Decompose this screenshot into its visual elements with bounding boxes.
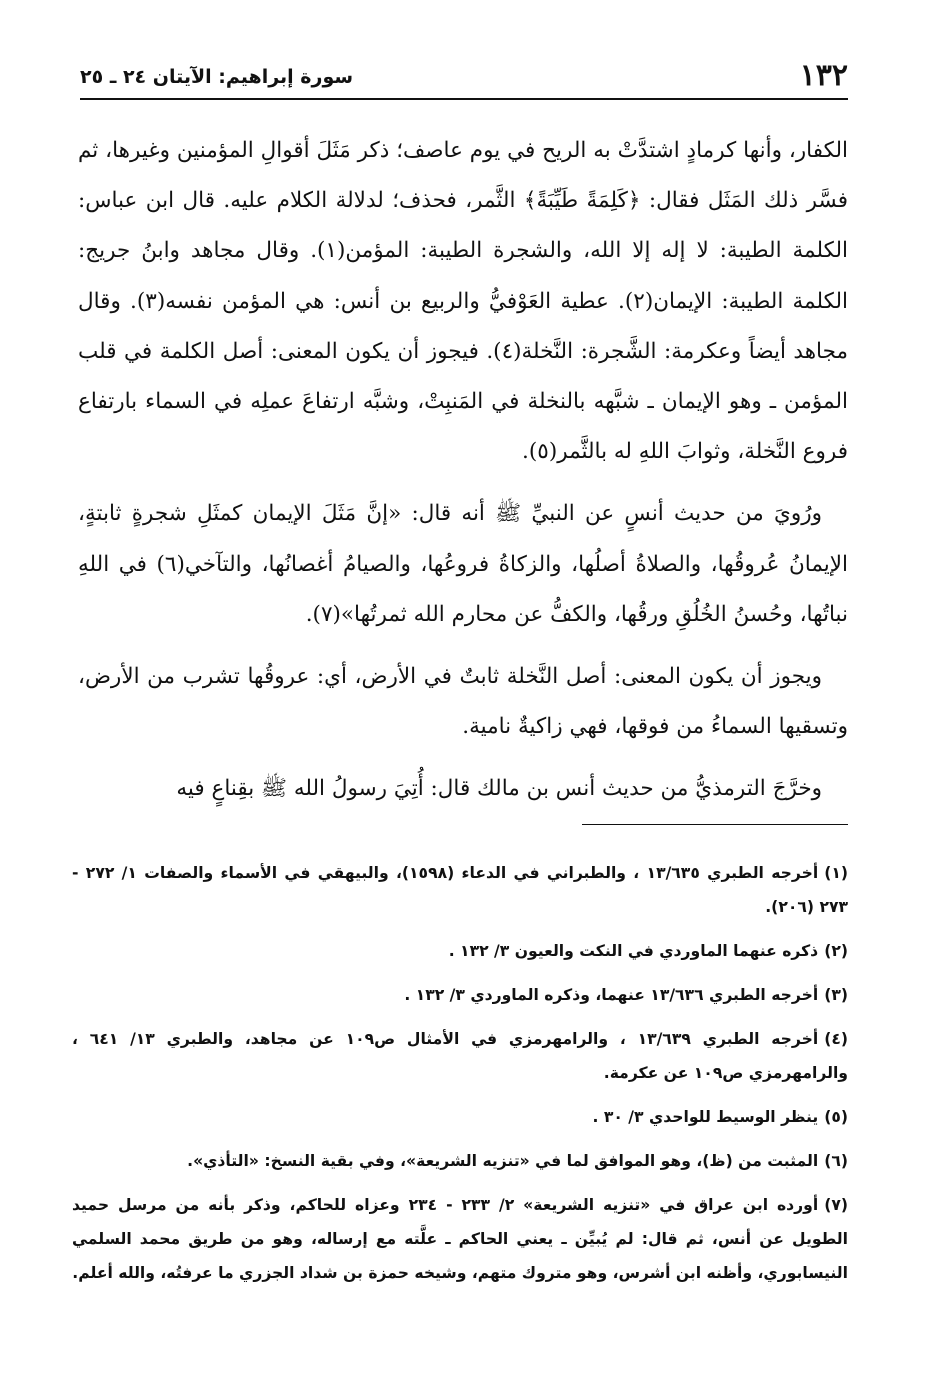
- footnote-number: (١): [824, 864, 849, 882]
- footnote-text: ينظر الوسيط للواحدي ٣/ ٣٠ .: [592, 1108, 819, 1126]
- footnote-5: [72, 1100, 848, 1134]
- paragraph-1: الكفار، وأنها كرمادٍ اشتدَّتْ به الريح في يوم عاصف؛ ذكر مَثَلَ أقوالِ المؤمنين وغيرها، ثم فسَّر ذلك المَثَل فقال: ﴿كَلِمَةً طَيِّبَةً﴾ الثَّمر، فحذف؛ لدلالة الكلام عليه. قال ابن عباس: الكلمة الطيبة: لا إله إلا الله، والشجرة الطيبة: المؤمن(١). وقال مجاهد وابنُ جريج: الكلمة الطيبة: الإيمان(٢). عطية العَوْفيُّ والربيع بن أنس: هي المؤمن نفسه(٣). وقال مجاهد أيضاً وعكرمة: الشَّجرة: النَّخلة(٤). فيجوز أن يكون المعنى: أصل الكلمة في قلب المؤمن ـ وهو الإيمان ـ شبَّهه بالنخلة في المَنبِتْ، وشبَّه ارتفاعَ عملِه في السماء بارتفاع فروع النَّخلة، وثوابَ اللهِ له بالثَّمر(٥).: [78, 138, 848, 465]
- page-number: ١٣٢: [799, 58, 848, 93]
- footnote-number: (٢): [824, 942, 848, 960]
- footnote-7: [72, 1188, 848, 1290]
- footnote-3: [72, 978, 848, 1012]
- footnote-6: [72, 1144, 848, 1178]
- footnote-text: أخرجه الطبري ١٣/٦٣٦ عنهما، وذكره الماوردي ٣/ ١٣٢ .: [404, 986, 819, 1004]
- footnote-number: (٧): [824, 1196, 849, 1214]
- paragraph-4: وخرَّجَ الترمذيُّ من حديث أنس بن مالك قال: أُتِيَ رسولُ الله ﷺ بقِناعٍ فيه: [176, 776, 822, 802]
- main-text: [78, 126, 848, 815]
- footnote-text: المثبت من (ظ)، وهو الموافق لما في «تنزيه الشريعة»، وفي بقية النسخ: «التأذي».: [187, 1152, 819, 1170]
- footnote-text: أخرجه الطبري ١٣/٦٣٥ ، والطبراني في الدعاء (١٥٩٨)، والبيهقي في الأسماء والصفات ١/ ٢٧٢ - ٢٧٣ (٢٠٦).: [72, 864, 848, 916]
- footnote-number: (٤): [824, 1030, 848, 1048]
- footnote-text: أورده ابن عراق في «تنزيه الشريعة» ٢/ ٢٣٣ - ٢٣٤ وعزاه للحاكم، وذكر بأنه من مرسل حميد الطويل عن أنس، ثم قال: لم يُبيِّن ـ يعني الحاكم ـ علَّته مع إرساله، وهو من طريق محمد السلمي النيسابوري، وأظنه ابن أشرس، وهو متروك متهم، وشيخه حمزة بن شداد الجزري ما عرفتُه، والله أعلم.: [72, 1196, 848, 1282]
- footnote-separator: [582, 824, 848, 825]
- footnotes: [72, 856, 848, 1300]
- footnote-1: [72, 856, 848, 924]
- footnote-4: [72, 1022, 848, 1090]
- paragraph-3: ويجوز أن يكون المعنى: أصل النَّخلة ثابتٌ في الأرض، أي: عروقُها تشرب من الأرض، وتسقيها السماءُ من فوقها، فهي زاكيةٌ نامية.: [78, 664, 848, 740]
- running-header: [80, 58, 848, 94]
- footnote-number: (٦): [824, 1152, 848, 1170]
- footnote-2: [72, 934, 848, 968]
- paragraph-2: ورُويَ من حديث أنسٍ عن النبيِّ ﷺ أنه قال: «إنَّ مَثَلَ الإيمان كمثَلِ شجرةٍ ثابتةٍ، الإيمانُ عُروقُها، والصلاةُ أصلُها، والزكاةُ فروعُها، والصيامُ أغصانُها، والتآخي(٦) في اللهِ نباتُها، وحُسنُ الخُلُقِ ورقُها، والكفُّ عن محارم الله ثمرتُها»(٧).: [78, 501, 848, 627]
- header-rule: [80, 98, 848, 100]
- running-title: سورة إبراهيم: الآيتان ٢٤ ـ ٢٥: [80, 66, 354, 88]
- footnote-text: أخرجه الطبري ١٣/٦٣٩ ، والرامهرمزي في الأمثال ص١٠٩ عن مجاهد، والطبري ١٣/ ٦٤١ ، والرامهرمزي ص١٠٩ عن عكرمة.: [72, 1030, 848, 1082]
- footnote-number: (٥): [824, 1108, 848, 1126]
- footnote-number: (٣): [824, 986, 848, 1004]
- footnote-text: ذكره عنهما الماوردي في النكت والعيون ٣/ ١٣٢ .: [448, 942, 819, 960]
